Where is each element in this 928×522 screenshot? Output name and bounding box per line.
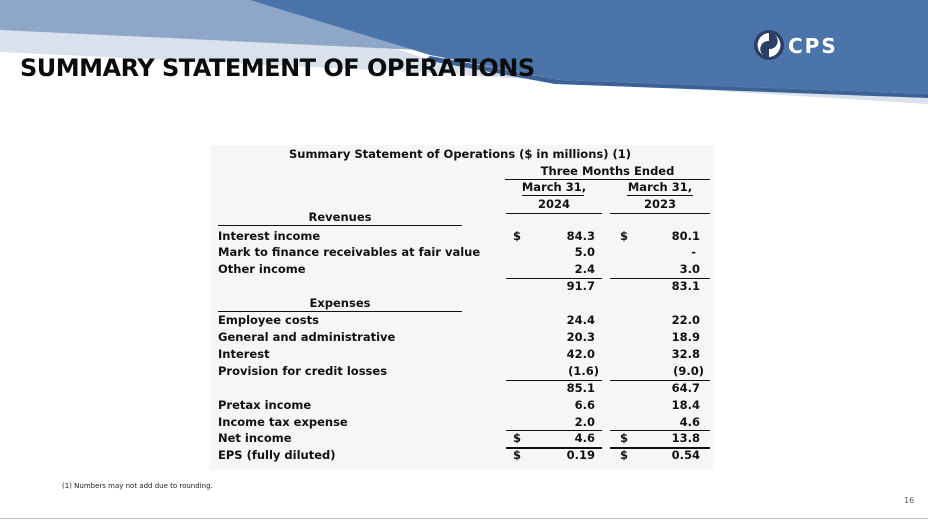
value-2023: 32.8 [671, 347, 700, 361]
row-label: Interest [218, 347, 270, 361]
col1-header-underline [522, 195, 584, 196]
cps-logo [752, 26, 862, 66]
logo-swirl-icon [752, 28, 786, 62]
value-2023: 4.6 [679, 415, 700, 429]
table-row-total-expenses [0, 381, 928, 397]
row-label: EPS (fully diluted) [218, 448, 336, 462]
table-row-eps [0, 448, 928, 464]
value-2024: (1.6) [568, 364, 599, 378]
revenues-underline [218, 225, 462, 226]
value-2023: 3.0 [679, 262, 700, 276]
table-row-interest [0, 347, 928, 363]
row-label: Net income [218, 431, 292, 445]
table-row-employee-costs [0, 313, 928, 329]
bottom-divider [0, 518, 928, 519]
table-row-pretax-income [0, 398, 928, 414]
value-2024: 91.7 [566, 279, 595, 293]
value-2023: 18.9 [671, 330, 700, 344]
page-number: 16 [904, 496, 915, 505]
currency-symbol: $ [620, 448, 629, 462]
col1-header-line1: March 31, [521, 180, 587, 194]
value-2024: 6.6 [574, 398, 595, 412]
page-title: SUMMARY STATEMENT OF OPERATIONS [20, 54, 535, 82]
row-label: General and administrative [218, 330, 396, 344]
table-row-total-revenues [0, 279, 928, 295]
expenses-underline [218, 311, 462, 312]
row-label: Income tax expense [218, 415, 348, 429]
table-row-mark-to-finance [0, 245, 928, 261]
col1-header-line2: 2024 [537, 197, 570, 211]
value-2023: 22.0 [671, 313, 700, 327]
row-label: Employee costs [218, 313, 319, 327]
value-2024: 4.6 [574, 431, 595, 445]
value-2023: 80.1 [671, 229, 700, 243]
value-2024: 85.1 [566, 381, 595, 395]
table-row-other-income [0, 262, 928, 278]
value-2023: (9.0) [673, 364, 704, 378]
section-revenues: Revenues [308, 210, 372, 224]
table-row-provision [0, 364, 928, 380]
value-2024: 24.4 [566, 313, 595, 327]
col2-header-line1: March 31, [627, 180, 693, 194]
col2-header-underline [627, 195, 693, 196]
col2-header-rule [610, 213, 710, 214]
col1-header-rule [506, 213, 602, 214]
currency-symbol: $ [620, 229, 629, 243]
footnote: (1) Numbers may not add due to rounding. [62, 482, 213, 490]
table-row-interest-income [0, 229, 928, 245]
row-label: Provision for credit losses [218, 364, 388, 378]
row-label: Mark to finance receivables at fair value [218, 245, 481, 259]
logo-text: CPS [788, 34, 838, 58]
currency-symbol: $ [513, 229, 522, 243]
table-row-net-income [0, 431, 928, 447]
value-2023: 64.7 [671, 381, 700, 395]
value-2023: - [691, 245, 696, 259]
currency-symbol: $ [513, 448, 522, 462]
col2-header-line2: 2023 [643, 197, 676, 211]
value-2024: 2.0 [574, 415, 595, 429]
value-2024: 5.0 [574, 245, 595, 259]
table-row-general-admin [0, 330, 928, 346]
value-2024: 42.0 [566, 347, 595, 361]
value-2023: 13.8 [671, 431, 700, 445]
table-row-income-tax [0, 415, 928, 431]
value-2024: 20.3 [566, 330, 595, 344]
currency-symbol: $ [620, 431, 629, 445]
row-label: Interest income [218, 229, 321, 243]
section-expenses: Expenses [309, 296, 371, 310]
row-label: Other income [218, 262, 306, 276]
value-2024: 2.4 [574, 262, 595, 276]
value-2024: 84.3 [566, 229, 595, 243]
value-2023: 83.1 [671, 279, 700, 293]
value-2024: 0.19 [566, 448, 595, 462]
period-header: Three Months Ended [540, 164, 675, 178]
currency-symbol: $ [513, 431, 522, 445]
table-title: Summary Statement of Operations ($ in millions) (1) [288, 147, 632, 161]
value-2023: 0.54 [671, 448, 700, 462]
value-2023: 18.4 [671, 398, 700, 412]
row-label: Pretax income [218, 398, 312, 412]
